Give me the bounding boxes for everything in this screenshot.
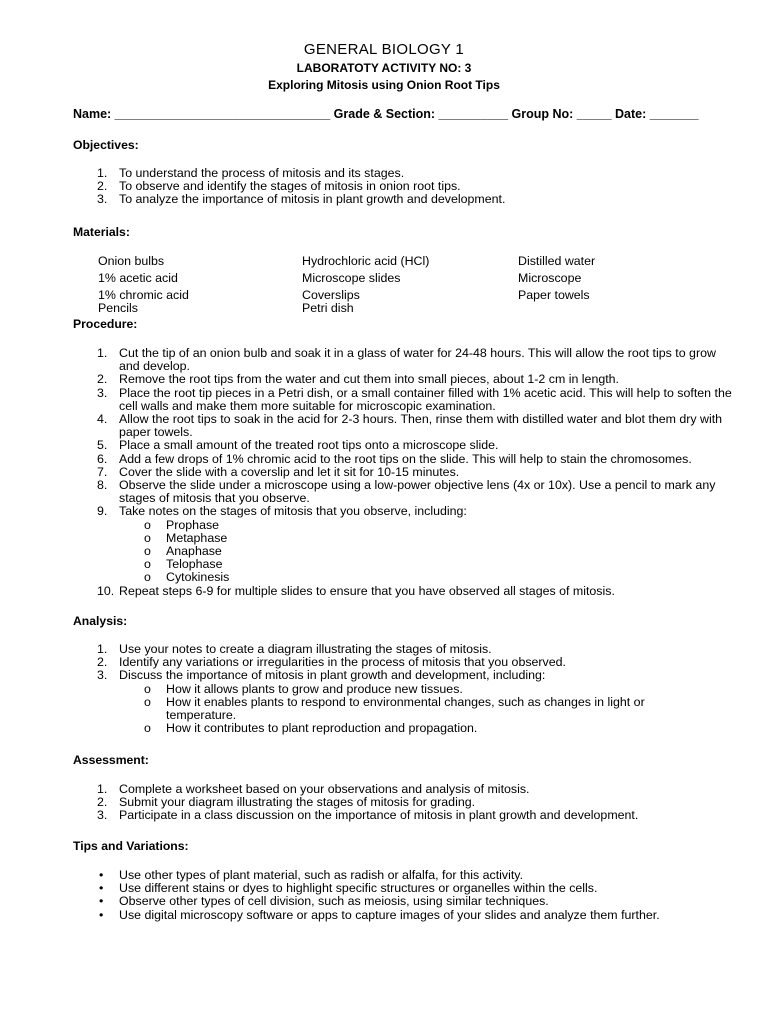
activity-topic: Exploring Mitosis using Onion Root Tips	[268, 78, 500, 92]
student-info-line: Name: _______________________________ Grade & Section: __________ Group No: _____ Date: _______	[73, 107, 699, 121]
page-title: GENERAL BIOLOGY 1	[303, 41, 465, 58]
procedure-heading: Procedure:	[73, 317, 138, 331]
item-number: 3.	[97, 385, 108, 400]
item-number: 3.	[97, 668, 108, 683]
item-number: 3.	[97, 192, 108, 207]
item-number: 1.	[97, 166, 108, 180]
item-number: 7.	[97, 464, 108, 479]
item-number: 1.	[97, 782, 108, 796]
material-item: Hydrochloric acid (HCl)	[302, 254, 430, 268]
stage-text: Telophase	[166, 557, 223, 572]
sub-bullet: o	[144, 557, 151, 572]
item-number: 4.	[97, 412, 108, 427]
item-number: 2.	[97, 795, 108, 810]
sub-item	[73, 722, 733, 735]
sub-bullet: o	[144, 694, 151, 709]
procedure-list	[73, 347, 733, 598]
objectives-heading: Objectives:	[73, 138, 139, 152]
item-text: Cut the tip of an onion bulb and soak it in a glass of water for 24-48 hours. This will allow the root tips to grow and develop.	[119, 346, 716, 374]
stage-text: Anaphase	[166, 544, 222, 559]
list-item	[73, 193, 733, 206]
list-item	[73, 909, 733, 922]
list-item	[73, 347, 733, 373]
list-item	[73, 387, 733, 413]
activity-number: LABORATOTY ACTIVITY NO: 3	[296, 61, 472, 75]
material-item: Pencils	[98, 301, 138, 315]
item-number: 2.	[97, 372, 108, 387]
material-item: Petri dish	[302, 301, 354, 315]
item-text: Discuss the importance of mitosis in plant growth and development, including:	[119, 668, 546, 683]
bullet-marker: •	[99, 894, 104, 909]
item-text: Submit your diagram illustrating the stages of mitosis for grading.	[119, 795, 476, 810]
material-item: Coverslips	[302, 288, 360, 302]
item-text: Take notes on the stages of mitosis that you observe, including:	[119, 504, 467, 519]
sub-item-text: How it enables plants to respond to environmental changes, such as changes in light or temperature.	[166, 694, 645, 723]
material-item: Microscope slides	[302, 271, 401, 285]
item-text: Repeat steps 6-9 for multiple slides to ensure that you have observed all stages of mitosis.	[119, 583, 615, 598]
item-number: 10.	[97, 583, 115, 598]
item-text: Use your notes to create a diagram illustrating the stages of mitosis.	[119, 642, 492, 656]
list-item	[73, 479, 733, 505]
item-text: Use different stains or dyes to highlight specific structures or organelles within the cells.	[119, 881, 598, 896]
sub-bullet: o	[144, 530, 151, 545]
item-text: Cover the slide with a coverslip and let it sit for 10-15 minutes.	[119, 464, 460, 479]
bullet-marker: •	[99, 907, 104, 922]
material-item: 1% chromic acid	[98, 288, 189, 302]
sub-item	[73, 696, 733, 722]
list-item	[73, 413, 733, 439]
item-number: 8.	[97, 478, 108, 493]
sub-item-text: How it contributes to plant reproduction and propagation.	[166, 721, 478, 736]
sub-bullet: o	[144, 721, 151, 736]
assessment-heading: Assessment:	[73, 753, 149, 767]
tips-list	[73, 869, 733, 922]
material-item: 1% acetic acid	[98, 271, 178, 285]
item-text: To understand the process of mitosis and its stages.	[119, 166, 405, 180]
item-text: To observe and identify the stages of mitosis in onion root tips.	[119, 179, 461, 194]
item-number: 5.	[97, 438, 108, 453]
analysis-heading: Analysis:	[73, 614, 128, 628]
stage-text: Cytokinesis	[166, 570, 230, 585]
material-item: Microscope	[518, 271, 582, 285]
item-text: Remove the root tips from the water and cut them into small pieces, about 1-2 cm in length.	[119, 372, 619, 387]
materials-heading: Materials:	[73, 225, 130, 239]
item-text: Use other types of plant material, such as radish or alfalfa, for this activity.	[119, 868, 524, 882]
item-number: 6.	[97, 451, 108, 466]
material-item: Distilled water	[518, 254, 596, 268]
item-text: Observe other types of cell division, such as meiosis, using similar techniques.	[119, 894, 549, 909]
stage-text: Metaphase	[166, 530, 228, 545]
list-item	[73, 585, 733, 598]
item-text: Identify any variations or irregularities in the process of mitosis that you observed.	[119, 655, 566, 670]
item-number: 9.	[97, 504, 108, 519]
sub-item-text: How it allows plants to grow and produce new tissues.	[166, 681, 463, 696]
objectives-list	[73, 167, 733, 207]
bullet-marker: •	[99, 881, 104, 896]
item-text: Participate in a class discussion on the importance of mitosis in plant growth and development.	[119, 808, 639, 823]
item-text: Complete a worksheet based on your observations and analysis of mitosis.	[119, 782, 530, 796]
material-item: Onion bulbs	[98, 254, 165, 268]
stage-text: Prophase	[166, 517, 220, 532]
item-text: Add a few drops of 1% chromic acid to the root tips on the slide. This will help to stain the chromosomes.	[119, 451, 692, 466]
item-number: 1.	[97, 346, 108, 360]
item-text: Use digital microscopy software or apps to capture images of your slides and analyze them further.	[119, 907, 660, 922]
analysis-list	[73, 643, 733, 735]
material-item: Paper towels	[518, 288, 590, 302]
item-text: Place a small amount of the treated root tips onto a microscope slide.	[119, 438, 499, 453]
sub-bullet: o	[144, 681, 151, 696]
assessment-list	[73, 783, 733, 823]
item-text: To analyze the importance of mitosis in plant growth and development.	[119, 192, 506, 207]
bullet-marker: •	[99, 868, 104, 882]
item-number: 3.	[97, 808, 108, 823]
tips-heading: Tips and Variations:	[73, 839, 189, 853]
item-text: Place the root tip pieces in a Petri dish, or a small container filled with 1% acetic acid. This will help to soften the cell walls and make them more suitable for microscopic examination.	[119, 385, 732, 413]
item-number: 1.	[97, 642, 108, 656]
item-text: Allow the root tips to soak in the acid for 2-3 hours. Then, rinse them with distilled water and blot them dry with paper towels.	[119, 412, 723, 440]
sub-bullet: o	[144, 544, 151, 559]
sub-bullet: o	[144, 570, 151, 585]
item-number: 2.	[97, 655, 108, 670]
item-number: 2.	[97, 179, 108, 194]
item-text: Observe the slide under a microscope using a low-power objective lens (4x or 10x). Use a pencil to mark any stages of mitosis that you observe.	[119, 478, 716, 506]
sub-bullet: o	[144, 517, 151, 532]
list-item	[73, 809, 733, 822]
